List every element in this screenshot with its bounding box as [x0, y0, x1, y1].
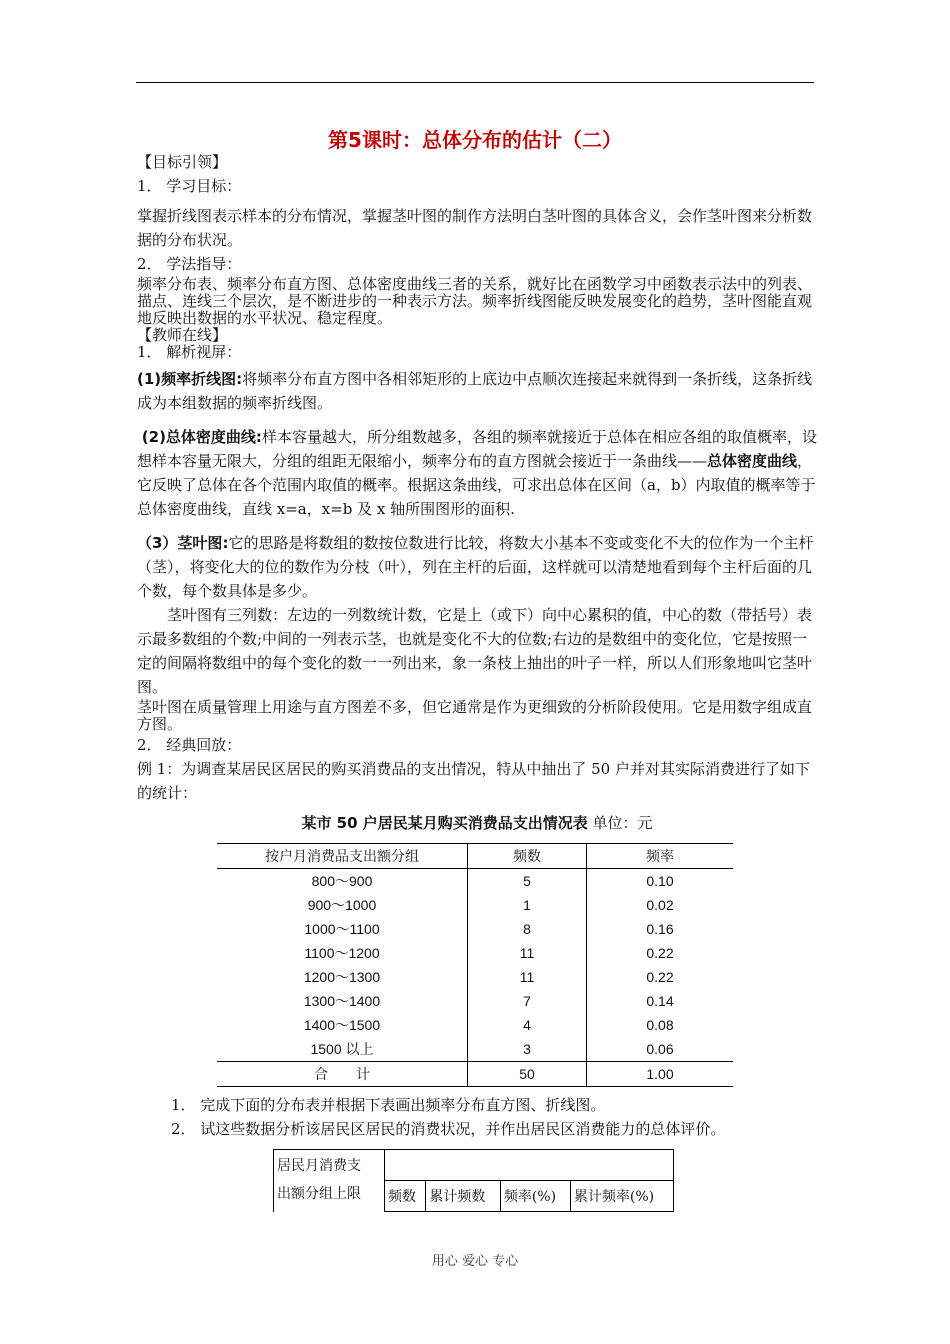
cell-frequency: 0.06: [587, 1037, 734, 1062]
cell-group: 1000～1100: [304, 921, 380, 937]
table-row: [217, 989, 733, 1013]
stem-leaf-label: （3）茎叶图:: [137, 534, 229, 552]
col-header-count: 频数: [468, 844, 587, 869]
stem-leaf-text: 它的思路是将数组的数按位数进行比较，将数大小基本不变或变化不大的位作为一个主杆（茎），将变化大的位的数作为分枝（叶），列在主杆的后面，这样就可以清楚地看到每个主杆后面的几个数，每个数具体是多少。: [137, 534, 814, 600]
table-row: [217, 893, 733, 917]
worksheet-col-frequency: 频率(%): [500, 1181, 570, 1212]
cell-total-count: 50: [468, 1062, 587, 1087]
cell-count: 11: [468, 941, 587, 965]
cell-count: 8: [468, 917, 587, 941]
cell-group: 1400～1500: [303, 1017, 381, 1033]
goal1-body: 掌握折线图表示样本的分布情况，掌握茎叶图的制作方法明白茎叶图的具体含义，会作茎叶图来分析数据的分布状况。: [137, 207, 813, 249]
cell-group: 1500 以上: [310, 1041, 374, 1057]
col-header-group: 按户月消费品支出额分组: [217, 844, 468, 869]
table-header-row: [217, 844, 733, 869]
task-item-2: 2． 试这些数据分析该居民区居民的消费状况，并作出居民区消费能力的总体评价。: [171, 1120, 726, 1138]
table-caption-title: 某市 50 户居民某月购买消费品支出情况表: [301, 814, 588, 832]
cell-frequency: 0.22: [587, 965, 734, 989]
analysis-heading: 1． 解析视屏：: [137, 343, 242, 361]
section-goal-heading: 【目标引领】: [137, 153, 228, 171]
cell-count: 3: [468, 1037, 587, 1062]
task-list: [137, 1093, 817, 1141]
table-caption: [137, 811, 817, 835]
document-body: [137, 150, 817, 1212]
table-row: [217, 941, 733, 965]
paragraph-stem-leaf-usage: 茎叶图在质量管理上用途与直方图差不多，但它通常是作为更细致的分析阶段使用。它是用数字组成直方图。: [137, 698, 813, 733]
density-curve-label: (2)总体密度曲线:: [141, 428, 262, 446]
table-row: [217, 965, 733, 989]
cell-group: 800～900: [311, 873, 373, 889]
goal1-heading: 1． 学习目标：: [137, 177, 242, 195]
table-row: [217, 917, 733, 941]
paragraph-stem-leaf-columns: 茎叶图有三列数：左边的一列数统计数，它是上（或下）向中心累积的值，中心的数（带括号）表示最多数组的个数;中间的一列表示茎，也就是变化不大的位数;右边的是数组中的变化位，它是按照一定的间隔将数组中的每个变化的数一一列出来，象一条枝上抽出的叶子一样，所以人们形象地叫它茎叶图。: [137, 606, 813, 696]
worksheet-col-count: 频数: [385, 1181, 426, 1212]
cell-group: 1100～1200: [304, 945, 380, 961]
worksheet-row-header-line2: 出额分组上限: [277, 1186, 361, 1202]
example-1-text: 例 1：为调查某居民区居民的购买消费品的支出情况，特从中抽出了 50 户并对其实际消费进行了如下的统计：: [137, 760, 810, 802]
cell-group: 900～1000: [307, 897, 377, 913]
density-curve-text-b: ，它反映了总体在各个范围内取值的概率。根据这条曲线，可求出总体在区间（a，b）内取值的概率等于总体密度曲线，直线 x=a，x=b 及 x 轴所围图形的面积.: [137, 452, 816, 518]
frequency-polygon-label: (1)频率折线图:: [137, 370, 243, 388]
worksheet-row-header: [274, 1150, 385, 1212]
frequency-table: [217, 843, 733, 1087]
paragraph-stem-leaf: [137, 531, 817, 603]
col-header-frequency: 频率: [587, 844, 734, 869]
header-rule: [136, 82, 814, 83]
task-item-1: 1． 完成下面的分布表并根据下表画出频率分布直方图、折线图。: [171, 1096, 606, 1114]
density-curve-bold: 总体密度曲线: [707, 452, 798, 470]
cell-group: 1200～1300: [303, 969, 381, 985]
cell-frequency: 0.14: [587, 989, 734, 1013]
worksheet-row-header-line1: 居民月消费支: [277, 1158, 361, 1174]
page-title: 第5课时：总体分布的估计（二）: [328, 128, 622, 152]
cell-frequency: 0.08: [587, 1013, 734, 1037]
table-row: [217, 1013, 733, 1037]
section-teacher-heading: 【教师在线】: [137, 326, 228, 344]
worksheet-col-cumulative-count: 累计频数: [426, 1181, 500, 1212]
classic-heading: 2． 经典回放：: [137, 736, 242, 754]
cell-count: 7: [468, 989, 587, 1013]
density-curve-text-a: 样本容量越大，所分组数越多，各组的频率就接近于总体在相应各组的取值概率，设想样本容量无限大，分组的组距无限缩小，频率分布的直方图就会接近于一条曲线——: [137, 428, 817, 470]
table-caption-unit: 单位：元: [587, 814, 653, 832]
cell-frequency: 0.22: [587, 941, 734, 965]
cell-count: 1: [468, 893, 587, 917]
paragraph-density-curve: [137, 425, 817, 521]
table-total-row: [217, 1062, 733, 1087]
cell-group: 1300～1400: [303, 993, 381, 1009]
goal2-body: 频率分布表、频率分布直方图、总体密度曲线三者的关系，就好比在函数学习中函数表示法中的列表、描点、连线三个层次，是不断进步的一种表示方法。频率折线图能反映发展变化的趋势，茎叶图能直观地反映出数据的水平状况、稳定程度。: [137, 275, 813, 327]
cell-total-frequency: 1.00: [587, 1062, 734, 1087]
cell-total-label: 合 计: [217, 1062, 468, 1087]
cell-frequency: 0.10: [587, 869, 734, 894]
table-row: [217, 1037, 733, 1062]
page-footer: 用心 爱心 专心: [431, 1254, 519, 1269]
cell-frequency: 0.16: [587, 917, 734, 941]
cell-count: 4: [468, 1013, 587, 1037]
cell-count: 5: [468, 869, 587, 894]
table-row: [217, 869, 733, 894]
cell-count: 11: [468, 965, 587, 989]
goal2-heading: 2． 学法指导：: [137, 255, 242, 273]
paragraph-frequency-polygon: [137, 367, 817, 415]
distribution-worksheet-table: [273, 1149, 674, 1212]
worksheet-blank-cell: [385, 1150, 674, 1181]
frequency-polygon-text: 将频率分布直方图中各相邻矩形的上底边中点顺次连接起来就得到一条折线，这条折线成为本组数据的频率折线图。: [137, 370, 813, 412]
worksheet-col-cumulative-frequency: 累计频率(%): [570, 1181, 673, 1212]
cell-frequency: 0.02: [587, 893, 734, 917]
